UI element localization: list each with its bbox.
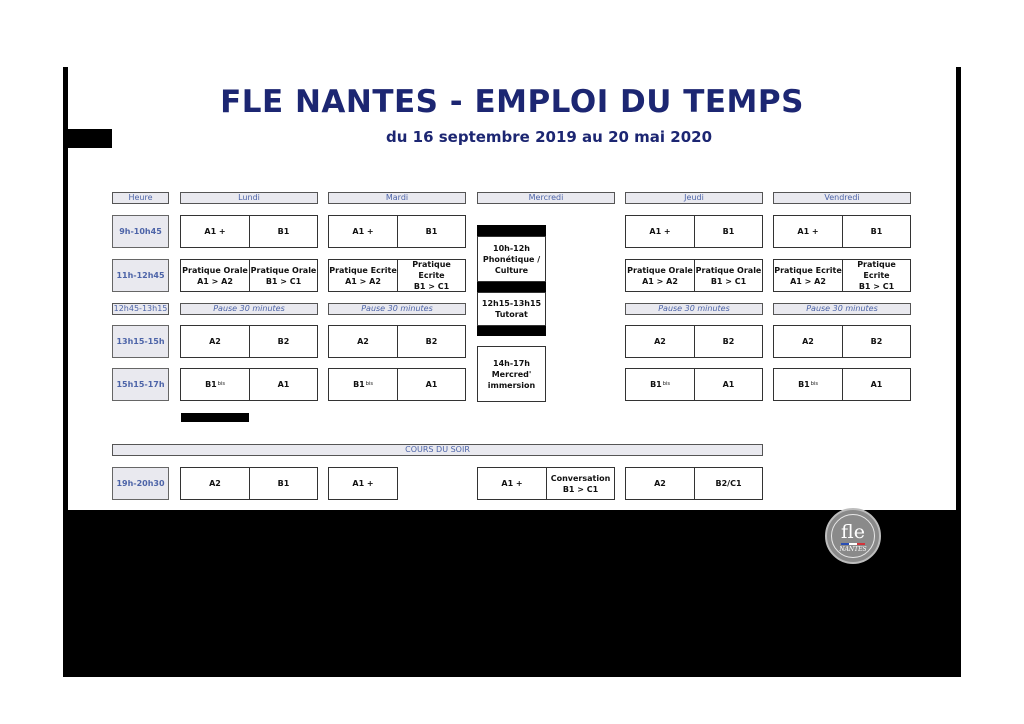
jeudi-pause: Pause 30 minutes <box>625 303 763 315</box>
evening-time-slot: 19h-20h30 <box>112 467 169 500</box>
vendredi-r2-a <box>773 259 843 292</box>
jeudi-r3-a: A2 <box>625 325 695 358</box>
block-time: 12h15-13h15 <box>481 299 542 308</box>
course-name: Pratique Orale <box>250 265 317 275</box>
header-mercredi: Mercredi <box>477 192 615 204</box>
redaction-block-small <box>181 413 249 422</box>
vendredi-r4-a <box>773 368 843 401</box>
lundi-pause: Pause 30 minutes <box>180 303 318 315</box>
course-level: B1 > C1 <box>265 276 302 286</box>
block-title: Culture <box>494 265 529 275</box>
evening-courses-header: COURS DU SOIR <box>112 444 763 456</box>
mardi-r2-b <box>397 259 466 292</box>
time-slot-2: 11h-12h45 <box>112 259 169 292</box>
header-lundi: Lundi <box>180 192 318 204</box>
header-vendredi: Vendredi <box>773 192 911 204</box>
lundi-r1-b: B1 <box>249 215 318 248</box>
soir-jeudi-a: A2 <box>625 467 695 500</box>
course-name: Pratique Orale <box>695 265 762 275</box>
jeudi-r4-b: A1 <box>694 368 763 401</box>
mercredi-block-2 <box>477 292 546 326</box>
vendredi-r1-a: A1 + <box>773 215 843 248</box>
jeudi-r1-b: B1 <box>694 215 763 248</box>
date-range-subtitle: du 16 septembre 2019 au 20 mai 2020 <box>386 128 713 146</box>
block-time: 14h-17h <box>493 358 530 368</box>
course-name: Pratique Ecrite <box>329 265 397 275</box>
mardi-r1-b: B1 <box>397 215 466 248</box>
block-title: Mercred' <box>491 369 532 379</box>
page-title: FLE NANTES - EMPLOI DU TEMPS <box>220 84 804 120</box>
course-name: Pratique Ecrite <box>412 260 451 280</box>
time-slot-3: 13h15-15h <box>112 325 169 358</box>
right-border-bar <box>956 67 961 511</box>
time-slot-1: 9h-10h45 <box>112 215 169 248</box>
soir-mardi-a: A1 + <box>328 467 398 500</box>
lundi-r2-a <box>180 259 250 292</box>
soir-mercredi-a: A1 + <box>477 467 547 500</box>
lundi-r1-a: A1 + <box>180 215 250 248</box>
lundi-r2-b <box>249 259 318 292</box>
lundi-r3-a: A2 <box>180 325 250 358</box>
mardi-r1-a: A1 + <box>328 215 398 248</box>
soir-lundi-a: A2 <box>180 467 250 500</box>
mercredi-block-3 <box>477 346 546 402</box>
course-level: B1 > C1 <box>562 484 599 494</box>
bis-note: bis <box>365 381 373 387</box>
bis-note: bis <box>810 381 818 387</box>
course-name: Conversation <box>550 473 611 483</box>
vendredi-r4-b: A1 <box>842 368 911 401</box>
jeudi-r2-b <box>694 259 763 292</box>
course-name: Pratique Orale <box>182 265 248 275</box>
course-level: A1 > A2 <box>642 276 678 286</box>
bis-note: bis <box>217 381 225 387</box>
jeudi-r4-a <box>625 368 695 401</box>
course-level: A1 > A2 <box>345 276 381 286</box>
lundi-r3-b: B2 <box>249 325 318 358</box>
course-level: B1 <box>650 380 662 389</box>
mardi-r2-a <box>328 259 398 292</box>
time-slot-pause: 12h45-13h15 <box>113 304 168 313</box>
block-time: 10h-12h <box>493 243 530 253</box>
lundi-r4-a <box>180 368 250 401</box>
lundi-r4-b: A1 <box>249 368 318 401</box>
header-jeudi: Jeudi <box>625 192 763 204</box>
bis-note: bis <box>662 381 670 387</box>
vendredi-r1-b: B1 <box>842 215 911 248</box>
mardi-r3-b: B2 <box>397 325 466 358</box>
time-slot-4: 15h15-17h <box>112 368 169 401</box>
course-level: A1 > A2 <box>790 276 826 286</box>
course-level: A1 > A2 <box>197 276 233 286</box>
vendredi-r3-b: B2 <box>842 325 911 358</box>
mardi-r4-a <box>328 368 398 401</box>
jeudi-r3-b: B2 <box>694 325 763 358</box>
course-name: Pratique Ecrite <box>774 265 842 275</box>
vendredi-r3-a: A2 <box>773 325 843 358</box>
course-level: B1 <box>798 380 810 389</box>
mercredi-redaction-1 <box>477 225 546 236</box>
mardi-r4-b: A1 <box>397 368 466 401</box>
course-level: B1 <box>205 380 217 389</box>
block-title: Tutorat <box>495 310 528 319</box>
jeudi-r2-a <box>625 259 695 292</box>
soir-jeudi-b: B2/C1 <box>694 467 763 500</box>
mardi-pause: Pause 30 minutes <box>328 303 466 315</box>
jeudi-r1-a: A1 + <box>625 215 695 248</box>
course-level: B1 > C1 <box>413 282 450 291</box>
logo-flag-stripe <box>841 543 865 545</box>
mercredi-block-1 <box>477 236 546 282</box>
header-mardi: Mardi <box>328 192 466 204</box>
course-level: B1 > C1 <box>858 282 895 291</box>
soir-lundi-b: B1 <box>249 467 318 500</box>
vendredi-r2-b <box>842 259 911 292</box>
course-name: Pratique Ecrite <box>857 260 896 280</box>
fle-nantes-logo <box>825 508 881 564</box>
logo-main-text: fle <box>841 521 865 543</box>
mardi-r3-a: A2 <box>328 325 398 358</box>
block-title: immersion <box>487 380 536 390</box>
course-name: Pratique Orale <box>627 265 693 275</box>
mercredi-redaction-3 <box>477 326 546 336</box>
vendredi-pause: Pause 30 minutes <box>773 303 911 315</box>
soir-mercredi-b <box>546 467 615 500</box>
course-level: B1 <box>353 380 365 389</box>
header-heure: Heure <box>112 192 169 204</box>
block-title: Phonétique / <box>482 254 541 264</box>
redaction-block-left <box>63 129 112 148</box>
mercredi-redaction-2 <box>477 282 546 292</box>
course-level: B1 > C1 <box>710 276 747 286</box>
logo-sub-text: NANTES <box>839 546 867 553</box>
